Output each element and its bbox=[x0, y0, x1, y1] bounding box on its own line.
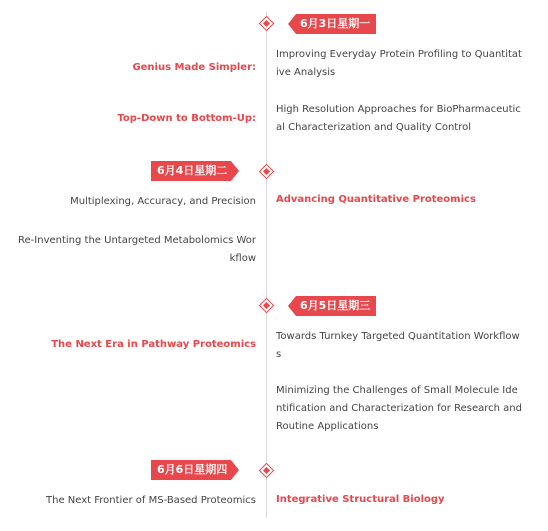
session-title: Multiplexing, Accuracy, and Precision bbox=[70, 196, 256, 207]
session-title: Advancing Quantitative Proteomics bbox=[276, 194, 476, 205]
session-title: Improving Everyday Protein Profiling to Quantitative Analysis bbox=[276, 49, 522, 78]
session-title: Genius Made Simpler: bbox=[132, 62, 256, 73]
session-title: High Resolution Approaches for BioPharmaceutical Characterization and Quality Control bbox=[276, 104, 521, 133]
session-title: Re-Inventing the Untargeted Metabolomics Workflow bbox=[18, 235, 256, 264]
date-tag-day-4: 6月6日星期四 bbox=[151, 460, 231, 480]
session-title: Integrative Structural Biology bbox=[276, 494, 445, 505]
session-title: Towards Turnkey Targeted Quantitation Workflows bbox=[276, 331, 520, 360]
timeline-marker-icon bbox=[259, 463, 275, 479]
timeline-marker-icon bbox=[259, 298, 275, 314]
date-tag-day-1: 6月3日星期一 bbox=[296, 14, 376, 34]
date-tag-day-2: 6月4日星期二 bbox=[151, 161, 231, 181]
session-title: The Next Era in Pathway Proteomics bbox=[51, 339, 256, 350]
session-title: Top-Down to Bottom-Up: bbox=[117, 113, 256, 124]
session-title: The Next Frontier of MS-Based Proteomics bbox=[46, 495, 256, 506]
timeline-line bbox=[266, 12, 267, 518]
session-title: Minimizing the Challenges of Small Molecule Identification and Characterization for Research and Routine Applications bbox=[276, 385, 522, 432]
timeline-marker-icon bbox=[259, 16, 275, 32]
date-tag-day-3: 6月5日星期三 bbox=[296, 296, 376, 316]
timeline-marker-icon bbox=[259, 164, 275, 180]
